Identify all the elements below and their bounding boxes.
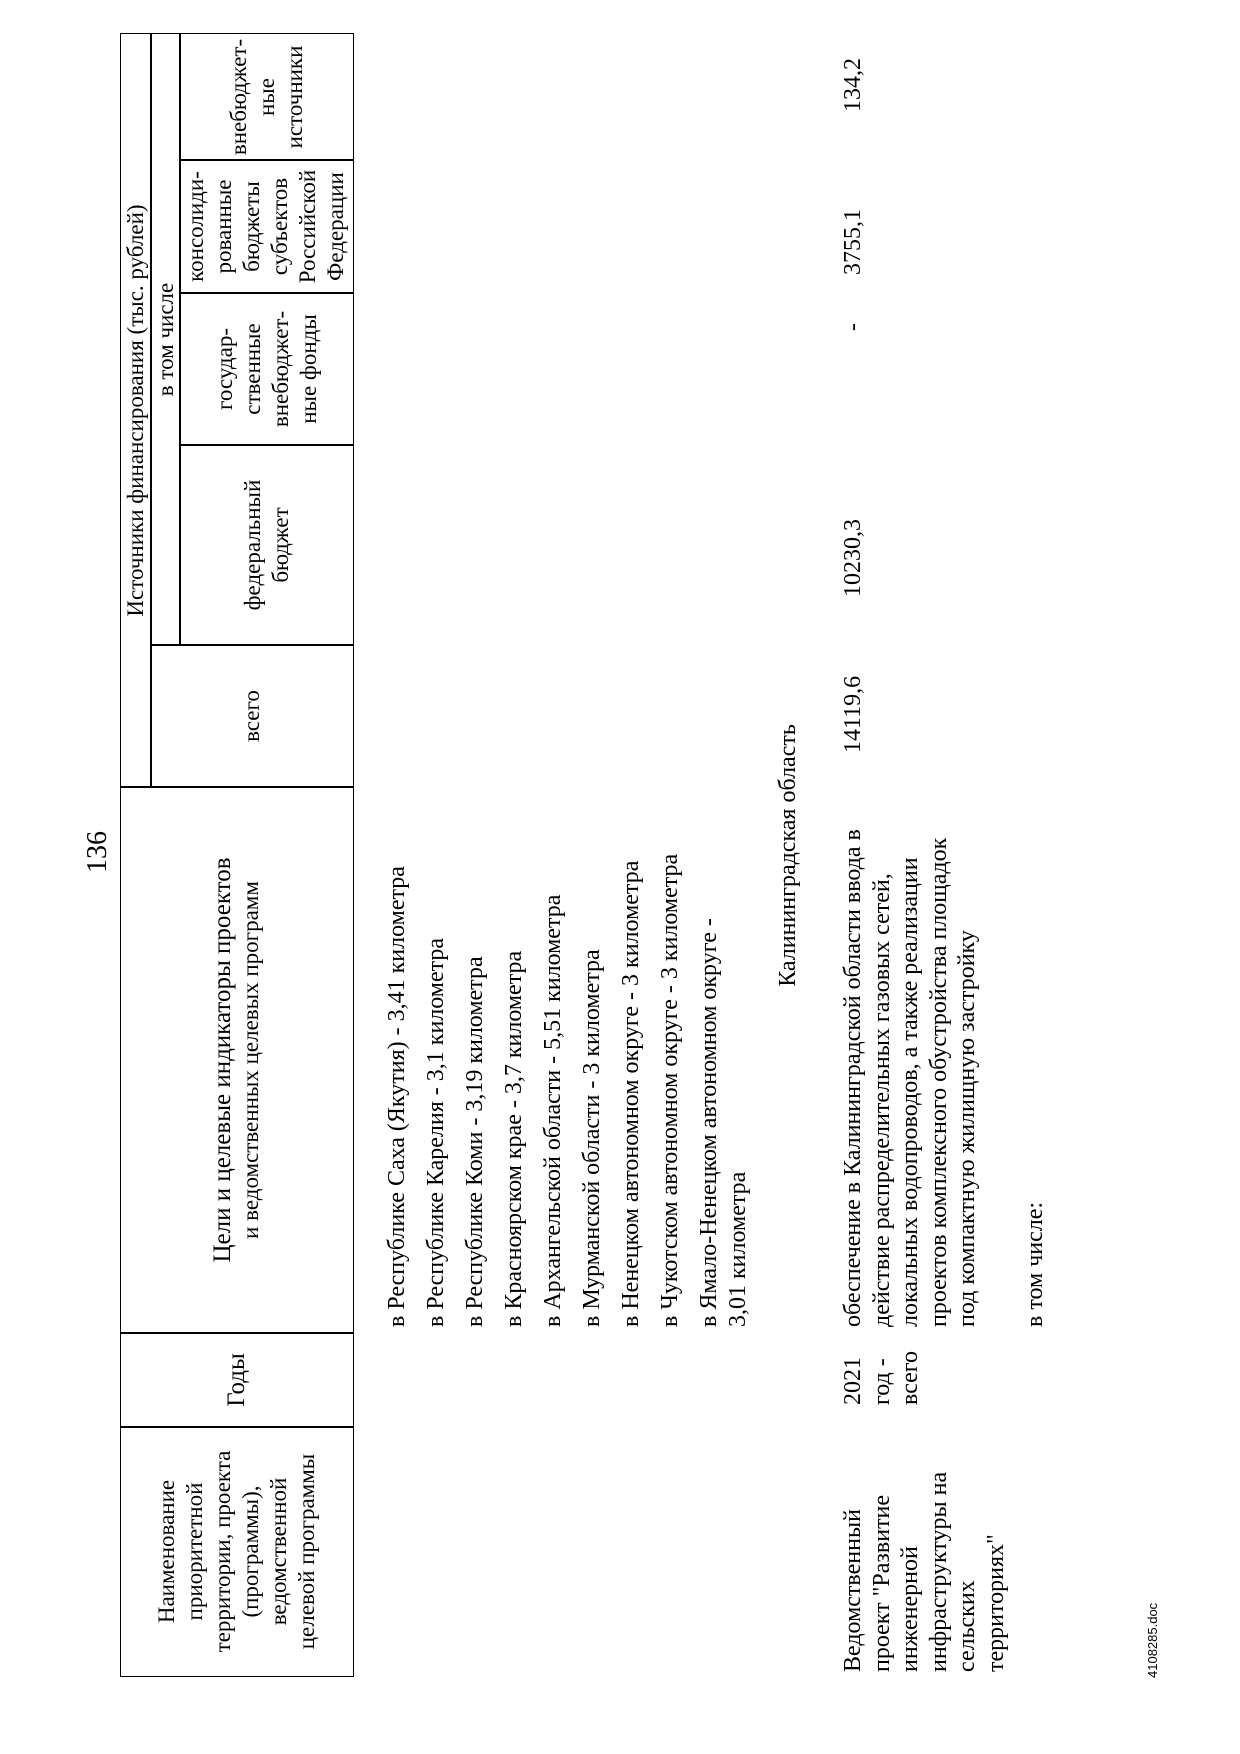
header-text: бюджеты — [239, 181, 264, 272]
row-text: 2021 — [840, 1357, 866, 1405]
list-item: в Чукотском автономном округе - 3 километра — [657, 853, 683, 1327]
row-text: проект "Развитие — [868, 1494, 895, 1672]
list-item: в Ямало-Ненецком автономном округе - 3,01 километра — [696, 918, 751, 1327]
list-item: в Республике Саха (Якутия) - 3,41 километра — [384, 866, 410, 1327]
row-federal-value: 10230,3 — [840, 519, 866, 597]
header-text: Источники финансирования (тыс. рублей) — [123, 204, 148, 617]
header-text: приоритетной — [182, 1482, 207, 1621]
header-text: (программы), — [238, 1485, 263, 1618]
header-text: всего — [239, 690, 264, 742]
header-text: Федерации — [323, 172, 348, 281]
row-goal — [839, 782, 982, 1327]
row-offbudget-value: 134,2 — [840, 58, 866, 112]
row-state-funds-value: - — [840, 323, 866, 331]
row-project-name — [839, 1427, 1010, 1672]
header-text: целевой программы — [294, 1453, 319, 1650]
row-text: год - — [868, 1358, 895, 1405]
header-text: в том числе — [152, 282, 178, 397]
including-label: в том числе: — [1022, 1201, 1048, 1327]
header-text: бюджет — [267, 507, 293, 583]
row-text: под компактную жилищную застройку — [954, 930, 980, 1327]
header-regional-column — [179, 159, 354, 294]
list-item: в Мурманской области - 3 километра — [579, 949, 605, 1327]
row-text: Ведомственный — [840, 1509, 866, 1672]
header-text: ные фонды — [295, 314, 321, 424]
row-text: обеспечение в Калининградской области ввода в — [840, 829, 866, 1327]
header-text: государ- — [211, 328, 237, 410]
row-text: территориях" — [982, 1534, 1009, 1672]
header-text: Годы — [223, 1353, 250, 1407]
row-text: всего — [897, 1350, 923, 1405]
header-including-group — [150, 33, 181, 646]
row-years — [839, 1333, 925, 1405]
regions-list — [378, 787, 752, 1327]
header-text: федеральный — [239, 479, 265, 611]
header-name-column — [120, 1426, 354, 1677]
header-text: консолиди- — [183, 171, 208, 282]
row-regional-value: 3755,1 — [840, 209, 866, 275]
row-text: проектов комплексного обустройства площадок — [925, 837, 952, 1327]
header-years-column — [120, 1332, 354, 1428]
header-federal-column — [179, 444, 354, 646]
header-state-funds-column — [179, 292, 354, 446]
header-text: внебюджет- — [225, 38, 251, 156]
header-text: субъектов — [267, 177, 292, 276]
header-text: Наименование — [154, 1479, 179, 1624]
header-text: рованные — [211, 179, 236, 274]
header-text: и ведомственных целевых программ — [238, 881, 263, 1239]
row-text: инфраструктуры на — [925, 1471, 952, 1672]
header-text: внебюджет- — [267, 310, 293, 428]
header-total-column — [150, 644, 354, 788]
list-item: в Республике Карелия - 3,1 километра — [423, 937, 449, 1327]
header-text: источники — [281, 45, 307, 149]
row-text: инженерной — [897, 1546, 923, 1672]
row-text: сельских — [954, 1580, 980, 1672]
row-total-value: 14119,6 — [840, 675, 866, 753]
row-text: действие распределительных газовых сетей, — [868, 873, 895, 1327]
header-goals-column — [120, 786, 354, 1334]
header-text: ные — [253, 78, 279, 116]
header-text: ведомственной — [266, 1477, 291, 1626]
list-item: в Архангельской области - 5,51 километра — [540, 894, 566, 1327]
row-text: локальных водопроводов, а также реализации — [897, 857, 923, 1327]
file-name-footer: 4108285.doc — [1145, 1602, 1160, 1678]
header-offbudget-column — [179, 33, 354, 161]
section-title: Калининградская область — [775, 724, 801, 987]
header-funding-group — [120, 33, 152, 788]
list-item: в Республике Коми - 3,19 километра — [462, 956, 488, 1327]
list-item: в Красноярском крае - 3,7 километра — [501, 950, 527, 1327]
header-text: ственные — [239, 323, 265, 415]
header-text: Российской — [295, 169, 320, 284]
header-text: Цели и целевые индикаторы проектов — [209, 857, 236, 1263]
list-item: в Ненецком автономном округе - 3 километра — [618, 860, 644, 1327]
header-text: территории, проекта — [210, 1450, 235, 1653]
page-number: 136 — [82, 831, 113, 873]
